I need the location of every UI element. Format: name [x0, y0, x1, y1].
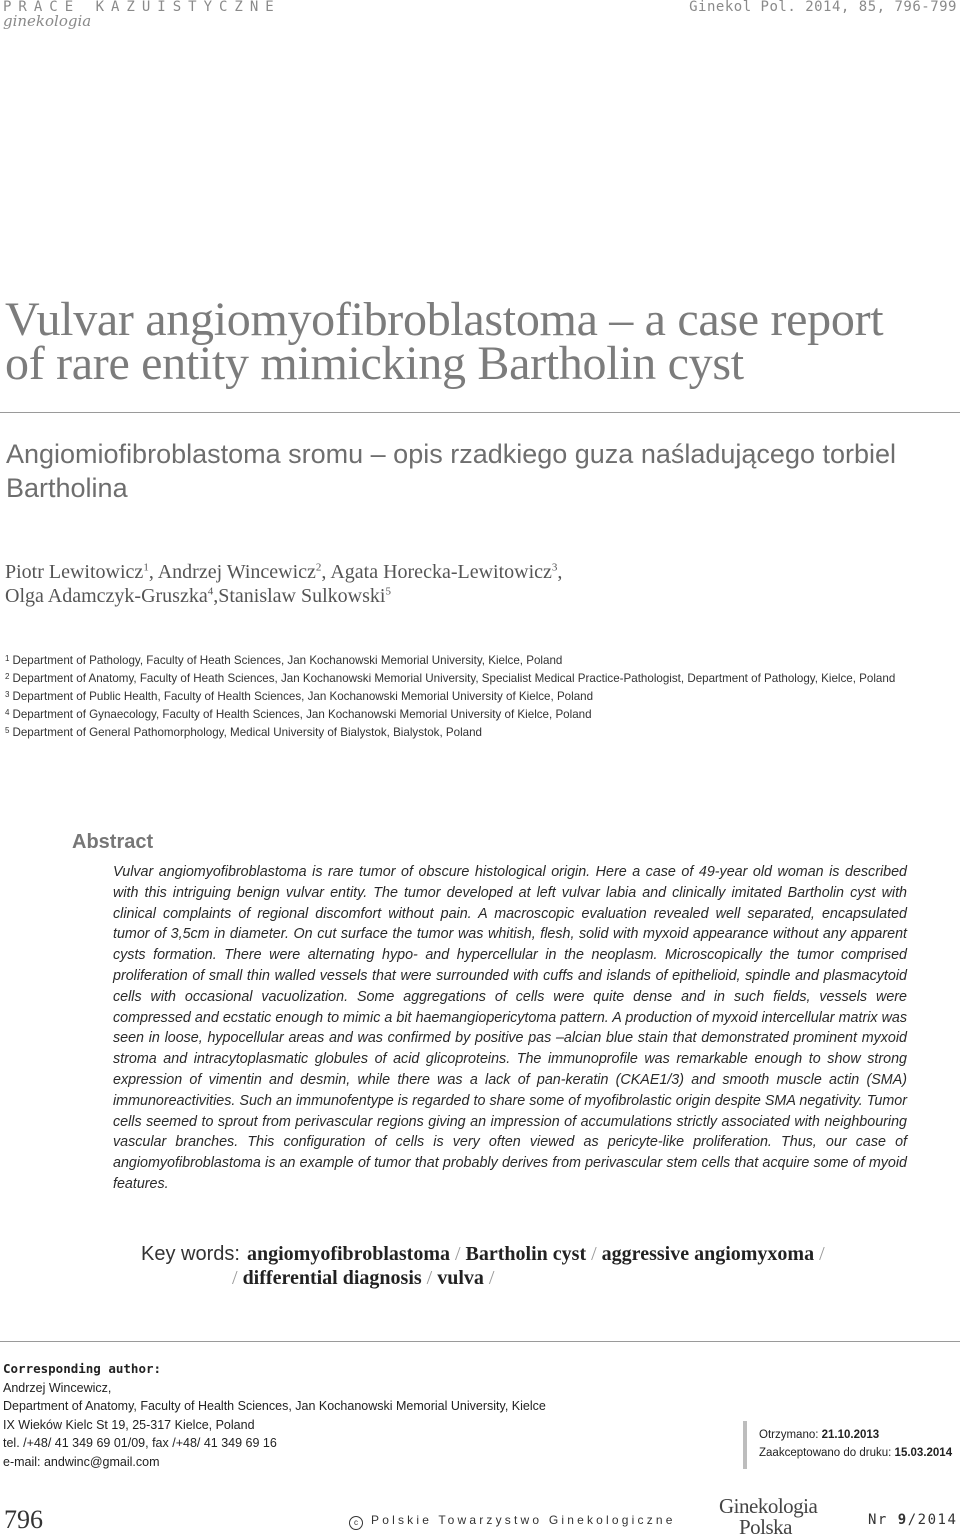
affiliation-number: 3 [5, 690, 10, 699]
logo-text-line-2: Polska [739, 1515, 793, 1537]
corresponding-author-block [3, 1360, 703, 1471]
affiliation-text: Department of Anatomy, Faculty of Heath Sciences, Jan Kochanowski Memorial University, Specialist Medical Practice-Pathologist, Department of Pathology, Kielce, Poland [12, 672, 896, 685]
author-list [5, 560, 955, 608]
author-affiliation-mark: 3 [551, 561, 558, 574]
keyword-separator: / [488, 1267, 495, 1289]
subtitle-line-2: Bartholina [6, 473, 128, 503]
footer-divider [0, 1341, 960, 1342]
received-date: 21.10.2013 [821, 1429, 880, 1441]
keyword: angiomyofibroblastoma [247, 1243, 450, 1265]
keyword: Bartholin cyst [465, 1243, 587, 1265]
dates-accent-bar [743, 1421, 747, 1469]
keywords-row-1 [247, 1243, 825, 1266]
keyword-separator: / [819, 1243, 825, 1265]
corresponding-author-heading: Corresponding author: [3, 1361, 162, 1376]
affiliation-text: Department of Pathology, Faculty of Heath Sciences, Jan Kochanowski Memorial University, Kielce, Poland [12, 654, 563, 667]
issue-year: /2014 [907, 1512, 958, 1528]
affiliation-item [5, 652, 955, 670]
keyword: vulva [437, 1267, 484, 1289]
affiliation-number: 1 [5, 654, 10, 663]
affiliation-item [5, 706, 955, 724]
affiliation-number: 4 [5, 708, 10, 717]
author-affiliation-mark: 2 [315, 561, 322, 574]
author-separator: , [557, 561, 563, 583]
article-subtitle [6, 437, 956, 505]
author-name: Olga Adamczyk-Gruszka [5, 585, 208, 607]
keywords-row-2 [232, 1267, 494, 1290]
affiliation-number: 2 [5, 672, 10, 681]
series-label: PRACE KAZUISTYCZNE [3, 0, 281, 15]
keywords-label: Key words: [141, 1243, 240, 1265]
citation: Ginekol Pol. 2014, 85, 796-799 [689, 0, 957, 15]
affiliation-text: Department of Gynaecology, Faculty of Health Sciences, Jan Kochanowski Memorial University of Kielce, Poland [12, 708, 592, 721]
author-name: Andrzej Wincewicz [157, 561, 316, 583]
received-label: Otrzymano: [759, 1429, 819, 1441]
title-line-1: Vulvar angiomyofibroblastoma – a case report [5, 293, 884, 346]
author-separator: , [213, 585, 219, 607]
logo-text-line-1: Ginekologia [719, 1497, 818, 1518]
accepted-label: Zaakceptowano do druku: [759, 1447, 892, 1459]
affiliation-number: 5 [5, 726, 10, 735]
society-text: Polskie Towarzystwo Ginekologiczne [371, 1513, 676, 1527]
copyright-icon: c [349, 1516, 363, 1530]
corresponding-author-line: IX Wieków Kielc St 19, 25-317 Kielce, Poland [3, 1417, 255, 1432]
issue-prefix: Nr [868, 1512, 888, 1528]
abstract-heading: Abstract [72, 831, 154, 853]
abstract-text: Vulvar angiomyofibroblastoma is rare tumor of obscure histological origin. Here a case of 49-year old woman is described with this intriguing benign vulvar entity. The tumor developed at left vulvar labia and clinically imitated Bartholin cyst with clinical complaints of regional discomfort without pain. A macroscopic evaluation revealed well separated, encapsulated tumor of 3,5cm in diameter. On cut surface the tumor was whitish, flesh, solid with myxoid appearance without any apparent cysts formation. There were alternating hypo- and hypercellular in the neoplasm. Microscopically the tumor comprised proliferation of small thin walled vessels that were surrounded with cuffs and islands of epithelioid, spindle and plasmacytoid cells with occasional vacuolization. Some aggregations of cells were quite dense and in such fields, vessels were compressed and ecstatic enough to mimic a bit haemangiopericytoma pattern. A production of myxoid intercellular matrix was seen in loose, hypocellular areas and was confirmed by positive pas –alcian blue stain that demonstrated prominent myxoid stroma and intracytoplasmatic globules of acid glicoproteins. The immunoprofile was remarkable enough to show strong expression of vimentin and desmin, while there was a lack of pan-keratin (CKAE1/3) and smooth muscle actin (SMA) immunoreactivities. Such an immunofentype is regarded to share some of myofibrolastic origin despite SMA negativity. Tumor cells seemed to sprout from perivascular regions giving an impression of accumulations strictly associated with neighbouring vascular branches. This configuration of cells is very often viewed as pericyte-like proliferation. Thus, our case of angiomyofibroblastoma is an example of tumor that probably derives from perivascular stem cells that acquire some of myoid features. [113, 864, 907, 1192]
page-number: 796 [4, 1505, 43, 1534]
keyword-separator: / [426, 1267, 433, 1289]
journal-section-label: ginekologia [3, 12, 92, 30]
subtitle-line-1: Angiomiofibroblastoma sromu – opis rzadkiego guza naśladującego torbiel [6, 439, 897, 469]
keyword: differential diagnosis [242, 1267, 422, 1289]
journal-logo [717, 1497, 835, 1537]
corresponding-author-line: Department of Anatomy, Faculty of Health Sciences, Jan Kochanowski Memorial University, Kielce [3, 1399, 546, 1413]
author-name: Agata Horecka-Lewitowicz [330, 561, 552, 583]
title-divider [0, 412, 960, 413]
society-name [349, 1513, 676, 1530]
affiliation-list [5, 652, 955, 742]
issue-value: 9 [897, 1512, 908, 1528]
keyword: aggressive angiomyxoma [601, 1243, 815, 1265]
affiliation-text: Department of Public Health, Faculty of Health Sciences, Jan Kochanowski Memorial University of Kielce, Poland [12, 690, 594, 703]
affiliation-item [5, 670, 955, 688]
corresponding-author-line: tel. /+48/ 41 349 69 01/09, fax /+48/ 41 349 69 16 [3, 1436, 277, 1450]
accepted-date: 15.03.2014 [894, 1447, 953, 1459]
author-name: Piotr Lewitowicz [5, 561, 144, 583]
keyword-separator: / [232, 1267, 238, 1289]
author-name: Stanislaw Sulkowski [218, 585, 386, 607]
affiliation-text: Department of General Pathomorphology, Medical University of Bialystok, Bialystok, Poland [12, 726, 483, 739]
submission-dates [759, 1426, 952, 1462]
author-affiliation-mark: 4 [207, 585, 214, 598]
issue-number [868, 1512, 957, 1528]
corresponding-author-email: e-mail: andwinc@gmail.com [3, 1454, 160, 1469]
article-title [5, 293, 955, 390]
author-affiliation-mark: 5 [385, 585, 391, 598]
affiliation-item [5, 688, 955, 706]
keyword-separator: / [591, 1243, 597, 1265]
author-separator: , [321, 561, 331, 583]
author-separator: , [148, 561, 158, 583]
author-affiliation-mark: 1 [143, 561, 149, 574]
corresponding-author-line: Andrzej Wincewicz, [3, 1380, 112, 1395]
title-line-2: of rare entity mimicking Bartholin cyst [5, 337, 744, 390]
affiliation-item [5, 724, 955, 742]
keyword-separator: / [454, 1243, 461, 1265]
